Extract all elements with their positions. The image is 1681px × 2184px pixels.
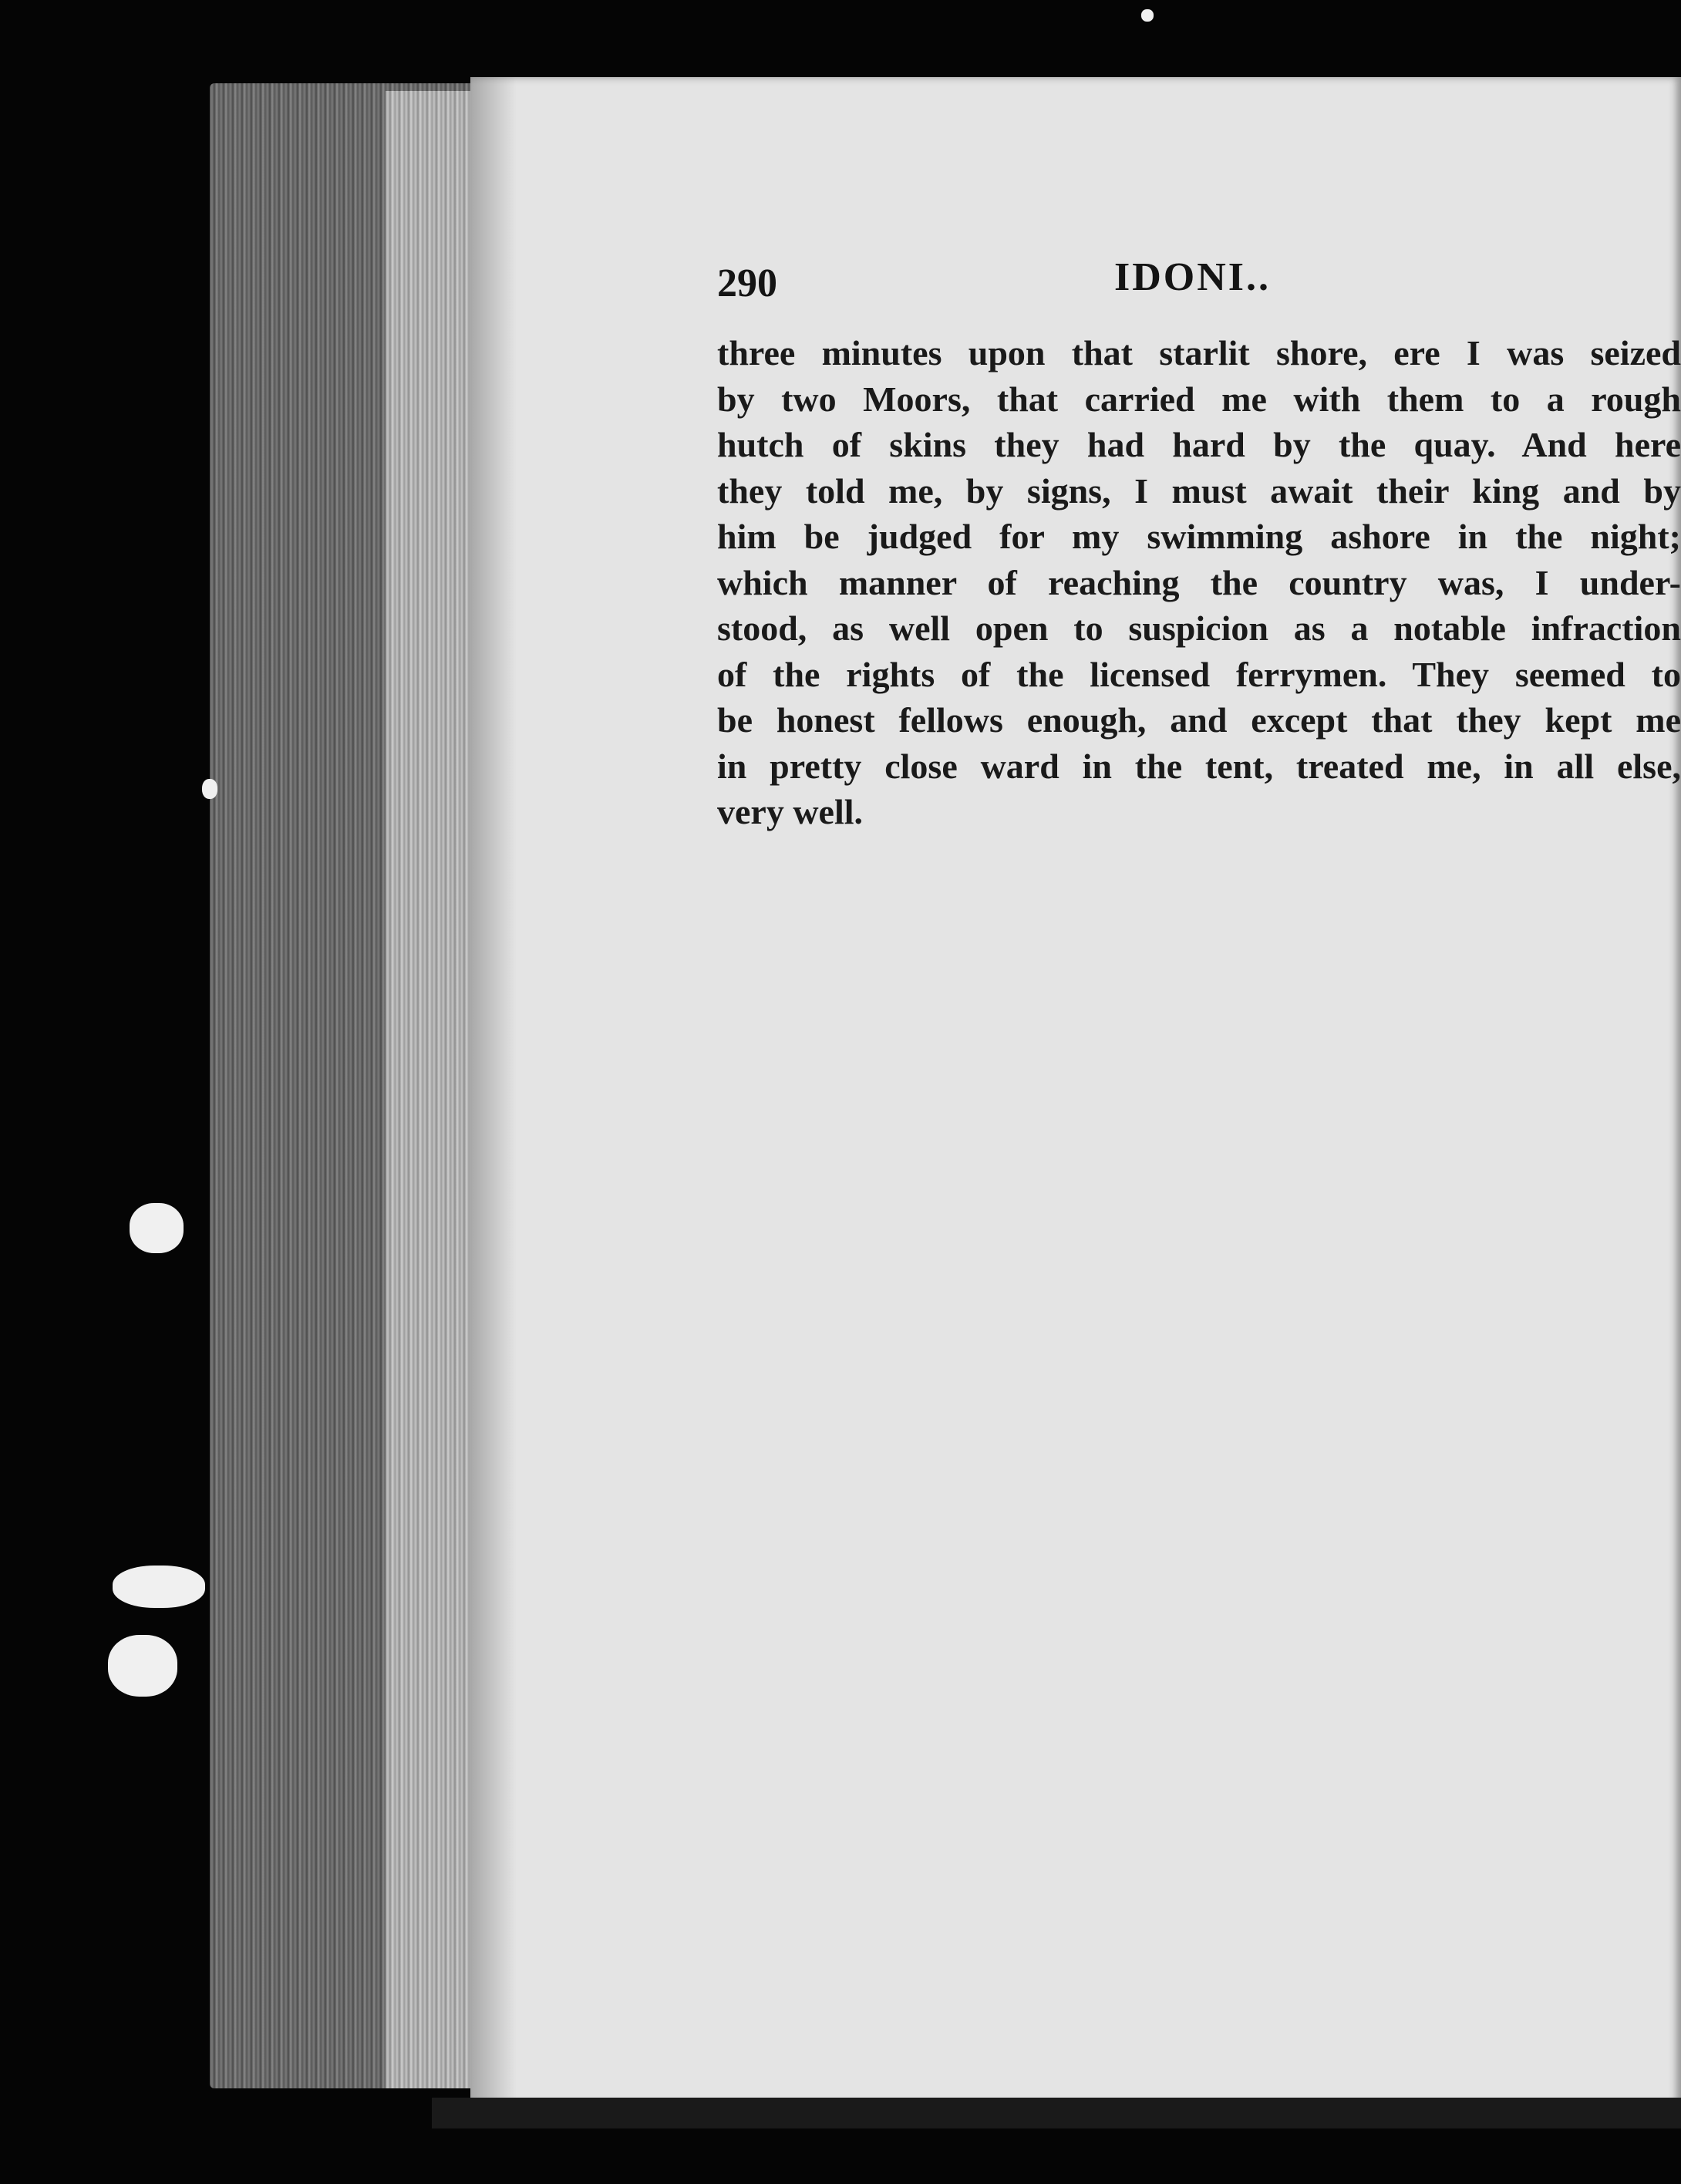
text-line: stood, as well open to suspicion as a notable infraction xyxy=(717,608,1681,648)
page-gutter-shadow xyxy=(470,77,517,2109)
scan-speck xyxy=(1141,9,1154,22)
text-line: they told me, by signs, I must await their king and by xyxy=(717,470,1681,511)
scan-speck xyxy=(113,1566,205,1608)
scan-speck xyxy=(202,779,217,799)
text-line: of the rights of the licensed ferrymen. They seemed to xyxy=(717,654,1681,694)
text-line: be honest fellows enough, and except that they kept me xyxy=(717,700,1681,740)
text-line: in pretty close ward in the tent, treated me, in all else, xyxy=(717,746,1681,786)
text-line: him be judged for my swimming ashore in the night; xyxy=(717,517,1681,556)
scan-speck xyxy=(108,1635,177,1697)
text-line: by two Moors, that carried me with them to a rough xyxy=(717,379,1681,419)
text-line: three minutes upon that starlit shore, ere I was seized xyxy=(717,333,1681,372)
text-line: very well. xyxy=(717,792,864,831)
book-page-edges-highlight xyxy=(386,91,478,2088)
page-number: 290 xyxy=(717,261,777,305)
text-line: hutch of skins they had hard by the quay. And here xyxy=(717,425,1681,464)
scan-speck xyxy=(130,1203,184,1253)
page-bottom-edge xyxy=(432,2098,1681,2128)
text-line: which manner of reaching the country was, I under- xyxy=(717,562,1681,602)
running-title: IDONI.. xyxy=(1114,255,1272,299)
body-paragraph xyxy=(717,330,1681,835)
